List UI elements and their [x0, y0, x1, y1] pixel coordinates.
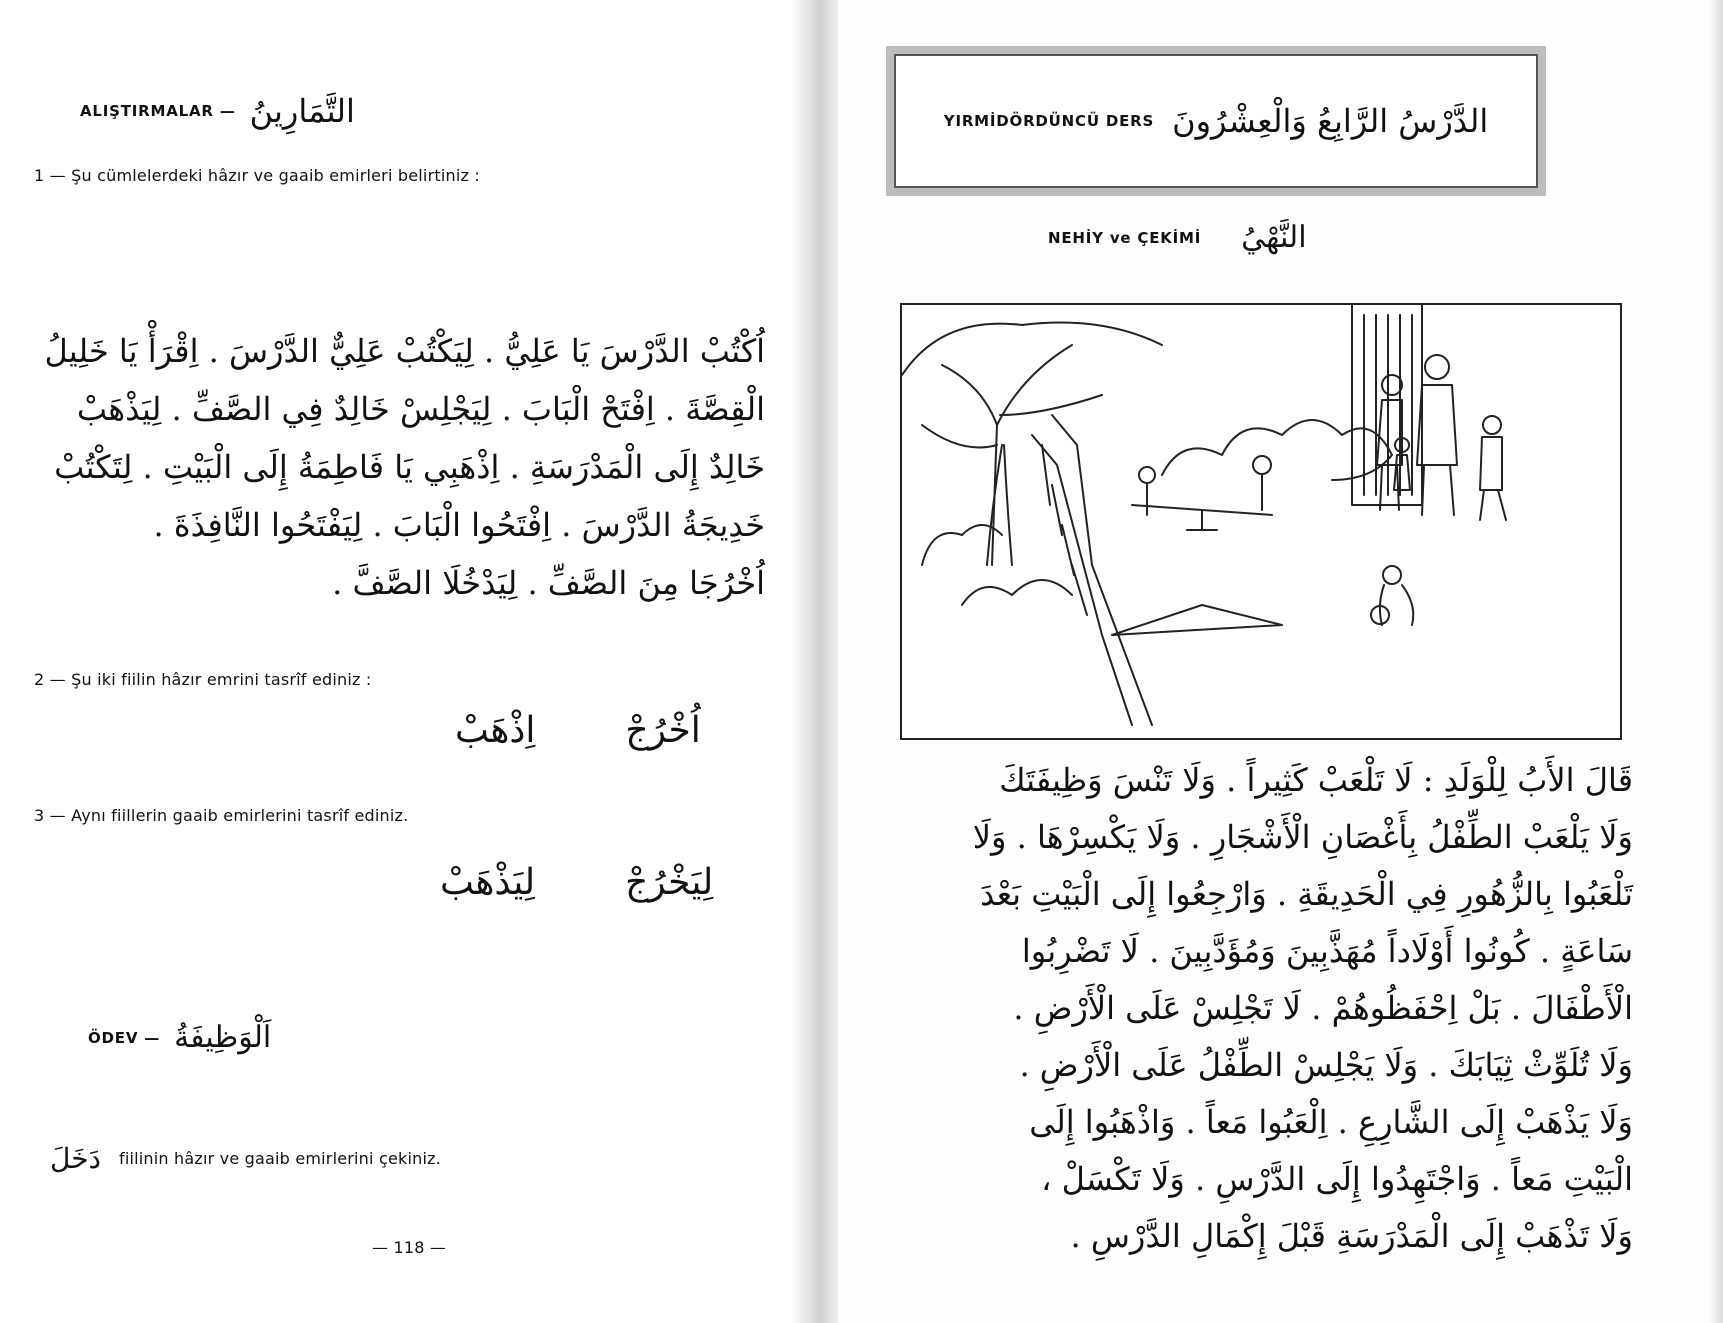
- passage-line: الْأَطْفَالَ . بَلْ اِحْفَظُوهُمْ . لَا تَجْلِسْ عَلَى الْأَرْضِ .: [1013, 989, 1633, 1027]
- left-page: [0, 0, 820, 1323]
- jussive-verbs: [440, 862, 713, 903]
- imperative-verbs: [455, 710, 701, 751]
- verb-idhhab: اِذْهَبْ: [455, 710, 536, 751]
- exercises-heading-ar: التَّمَارِينُ: [249, 92, 355, 130]
- homework-heading-ar: اَلْوَظِيفَةُ: [174, 1020, 272, 1055]
- passage-line: وَلَا يَلْعَبْ الطِّفْلُ بِأَغْصَانِ الْأَشْجَارِ . وَلَا يَكْسِرْهَا . وَلَا: [972, 818, 1633, 856]
- sentence-line: اُكْتُبْ الدَّرْسَ يَا عَلِيُّ . لِيَكْتُبْ عَلِيٌّ الدَّرْسَ . اِقْرَأْ يَا خَلِيلُ: [44, 332, 765, 370]
- exercises-heading: [80, 92, 355, 130]
- homework-heading: [88, 1020, 271, 1055]
- exercise-item-2: 2 — Şu iki fiilin hâzır emrini tasrîf ediniz :: [34, 670, 372, 689]
- passage-line: الْبَيْتِ مَعاً . وَاجْتَهِدُوا إِلَى الدَّرْسِ . وَلَا تَكْسَلْ ،: [1041, 1160, 1633, 1198]
- page-number: — 118 —: [372, 1238, 447, 1257]
- lesson-title-tr: YIRMİDÖRDÜNCÜ DERS: [943, 112, 1155, 130]
- homework-verb: دَخَلَ: [50, 1142, 101, 1175]
- homework-instruction: [50, 1142, 441, 1175]
- subtitle-tr: NEHİY ve ÇEKİMİ: [1048, 228, 1202, 247]
- lesson-subtitle: [1048, 220, 1307, 255]
- passage-line: وَلَا تُلَوِّثْ ثِيَابَكَ . وَلَا يَجْلِسْ الطِّفْلُ عَلَى الْأَرْضِ .: [1019, 1046, 1633, 1084]
- subtitle-ar: النَّهْيُ: [1241, 220, 1307, 255]
- lesson-title-banner: [886, 46, 1546, 196]
- passage-line: سَاعَةٍ . كُونُوا أَوْلَاداً مُهَذَّبِينَ وَمُؤَدَّبِينَ . لَا تَضْرِبُوا: [1021, 932, 1633, 970]
- sentence-line: خَدِيجَةُ الدَّرْسَ . اِفْتَحُوا الْبَابَ . لِيَفْتَحُوا النَّافِذَةَ .: [153, 506, 765, 544]
- verb-ukhruj: اُخْرُجْ: [625, 710, 701, 751]
- passage-line: قَالَ الأَبُ لِلْوَلَدِ : لَا تَلْعَبْ كَثِيراً . وَلَا تَنْسَ وَظِيفَتَكَ: [999, 761, 1633, 799]
- right-page: [838, 0, 1723, 1323]
- exercise-item-3: 3 — Aynı fiillerin gaaib emirlerini tasrîf ediniz.: [34, 806, 409, 825]
- homework-text: fiilinin hâzır ve gaaib emirlerini çekiniz.: [118, 1149, 441, 1168]
- verb-liyadhhab: لِيَذْهَبْ: [440, 862, 536, 903]
- page-edge: [1709, 0, 1723, 1323]
- sentence-line: خَالِدٌ إِلَى الْمَدْرَسَةِ . اِذْهَبِي يَا فَاطِمَةُ إِلَى الْبَيْتِ . لِتَكْتُبْ: [54, 448, 765, 486]
- homework-heading-tr: ÖDEV —: [88, 1028, 161, 1047]
- verb-liyakhruj: لِيَخْرُجْ: [625, 862, 714, 903]
- reading-passage: [898, 752, 1633, 1265]
- exercise-item-1: 1 — Şu cümlelerdeki hâzır ve gaaib emirleri belirtiniz :: [34, 166, 480, 185]
- sentence-line: اُخْرُجَا مِنَ الصَّفِّ . لِيَدْخُلَا الصَّفَّ .: [332, 564, 765, 602]
- playground-illustration: [900, 303, 1622, 740]
- lesson-title-ar: الدَّرْسُ الرَّابِعُ وَالْعِشْرُونَ: [1172, 102, 1489, 140]
- passage-line: وَلَا تَذْهَبْ إِلَى الْمَدْرَسَةِ قَبْلَ إِكْمَالِ الدَّرْسِ .: [1070, 1217, 1633, 1255]
- playground-illustration-icon: [902, 305, 1620, 738]
- sentence-line: الْقِصَّةَ . اِفْتَحْ الْبَابَ . لِيَجْلِسْ خَالِدٌ فِي الصَّفِّ . لِيَذْهَبْ: [76, 390, 765, 428]
- exercise-sentences: [30, 322, 765, 612]
- exercises-heading-tr: ALIŞTIRMALAR —: [80, 102, 236, 120]
- passage-line: وَلَا يَذْهَبْ إِلَى الشَّارِعِ . اِلْعَبُوا مَعاً . وَاذْهَبُوا إِلَى: [1029, 1103, 1633, 1141]
- passage-line: تَلْعَبُوا بِالزُّهُورِ فِي الْحَدِيقَةِ . وَارْجِعُوا إِلَى الْبَيْتِ بَعْدَ: [979, 875, 1633, 913]
